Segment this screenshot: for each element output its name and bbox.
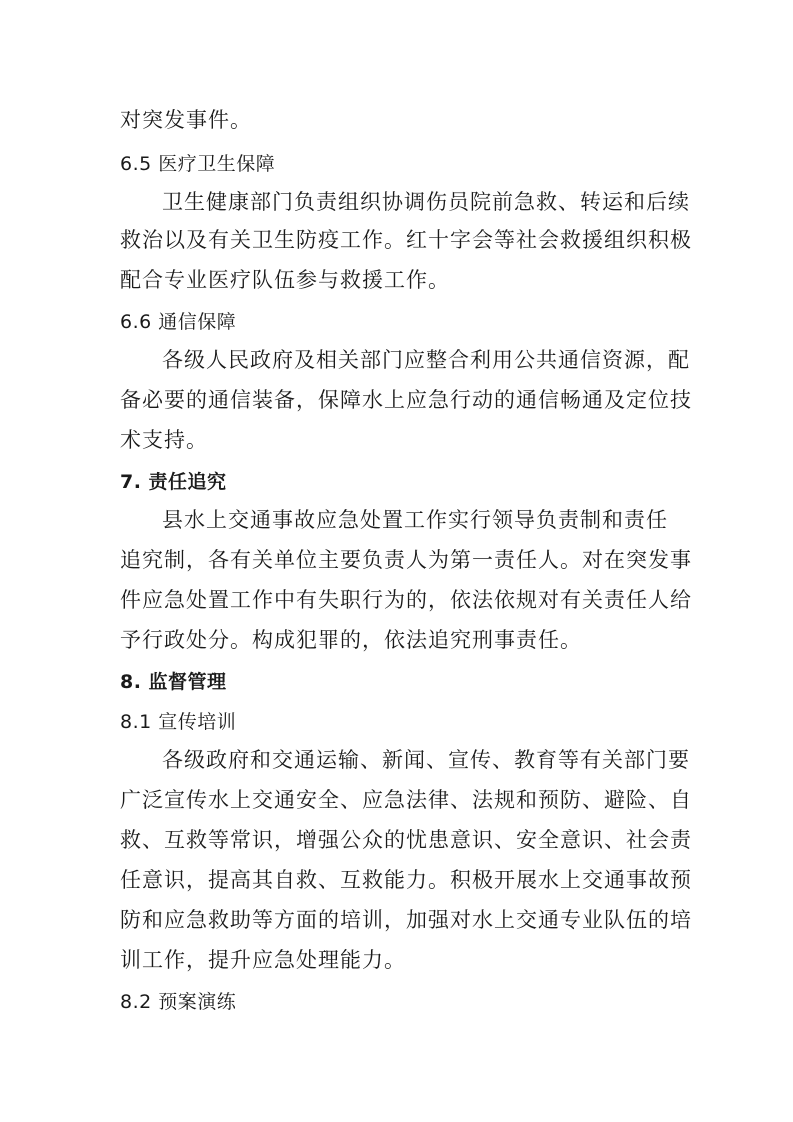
text-line: 训工作，提升应急处理能力。 xyxy=(120,948,406,972)
section-heading-8-1: 8.1 宣传培训 xyxy=(120,711,237,733)
section-heading-6-5: 6.5 医疗卫生保障 xyxy=(120,153,276,175)
section-heading-6-6: 6.6 通信保障 xyxy=(120,311,237,333)
text-line: 对突发事件。 xyxy=(120,108,252,132)
text-line: 县水上交通事故应急处置工作实行领导负责制和责任 xyxy=(162,508,668,532)
text-line: 各级政府和交通运输、新闻、宣传、教育等有关部门要 xyxy=(162,748,690,772)
text-line: 救治以及有关卫生防疫工作。红十字会等社会救援组织积极 xyxy=(120,228,692,252)
text-line: 各级人民政府及相关部门应整合利用公共通信资源，配 xyxy=(162,348,690,372)
text-line: 备必要的通信装备，保障水上应急行动的通信畅通及定位技 xyxy=(120,388,692,412)
text-line: 任意识，提高其自救、互救能力。积极开展水上交通事故预 xyxy=(120,868,692,892)
text-line: 予行政处分。构成犯罪的，依法追究刑事责任。 xyxy=(120,628,582,652)
text-line: 广泛宣传水上交通安全、应急法律、法规和预防、避险、自 xyxy=(120,788,692,812)
text-line: 卫生健康部门负责组织协调伤员院前急救、转运和后续 xyxy=(162,190,690,214)
section-heading-8-2: 8.2 预案演练 xyxy=(120,991,237,1013)
text-line: 术支持。 xyxy=(120,428,208,452)
text-line: 追究制，各有关单位主要负责人为第一责任人。对在突发事 xyxy=(120,548,692,572)
text-line: 救、互救等常识，增强公众的忧患意识、安全意识、社会责 xyxy=(120,828,692,852)
text-line: 配合专业医疗队伍参与救援工作。 xyxy=(120,268,450,292)
section-heading-8: 8. 监督管理 xyxy=(120,671,227,693)
section-heading-7: 7. 责任追究 xyxy=(120,471,227,493)
text-line: 件应急处置工作中有失职行为的，依法依规对有关责任人给 xyxy=(120,588,692,612)
text-line: 防和应急救助等方面的培训，加强对水上交通专业队伍的培 xyxy=(120,908,692,932)
